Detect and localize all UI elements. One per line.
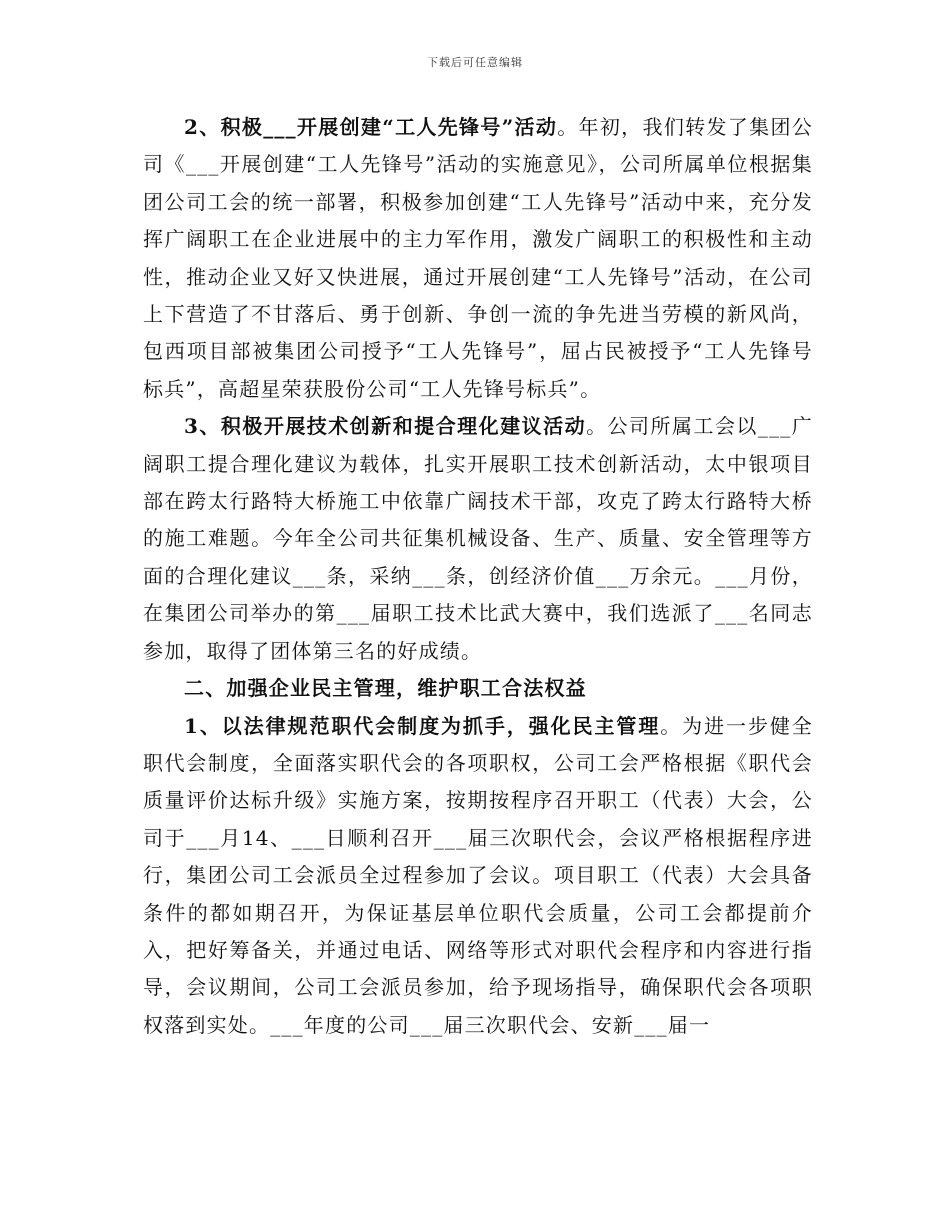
paragraph-body: 。年初，我们转发了集团公司《___开展创建“工人先锋号”活动的实施意见》，公司所属单位根据集团公司工会的统一部署，积极参加创建“工人先锋号”活动中来，充分发挥广阔职工在企业进展中的主力军作用，激发广阔职工的积极性和主动性，推动企业又好又快进展，通过开展创建“工人先锋号”活动，在公司上下营造了不甘落后、勇于创新、争创一流的争先进当劳模的新风尚，包西项目部被集团公司授予“工人先锋号”，屈占民被授予“工人先锋号标兵”，高超星荣获股份公司“工人先锋号标兵”。 (143, 115, 813, 401)
paragraph-heading: 1、以法律规范职代会制度为抓手，强化民主管理 (184, 713, 661, 738)
page-header: 下载后可任意编辑 (427, 56, 523, 69)
paragraph-heading: 2、积极___开展创建“工人先锋号”活动 (184, 115, 558, 139)
paragraph-worker-pioneer (143, 109, 813, 408)
paragraph-body: 。为进一步健全职代会制度，全面落实职代会的各项职权，公司工会严格根据《职代会质量评价达标升级》实施方案，按期按程序召开职工（代表）大会，公司于___月14、___日顺利召开___届三次职代会，会议严格根据程序进行，集团公司工会派员全过程参加了会议。项目职工（代表）大会具备条件的都如期召开，为保证基层单位职代会质量，公司工会都提前介入，把好筹备关，并通过电话、网络等形式对职代会程序和内容进行指导，会议期间，公司工会派员参加，给予现场指导，确保职代会各项职权落到实处。___年度的公司___届三次职代会、安新___届一 (143, 713, 813, 1037)
paragraph-democratic-management (143, 708, 813, 1045)
paragraph-heading: 3、积极开展技术创新和提合理化建议活动 (184, 414, 587, 439)
paragraph-body: 。公司所属工会以___广阔职工提合理化建议为载体，扎实开展职工技术创新活动，太中银项目部在跨太行路特大桥施工中依靠广阔技术干部，攻克了跨太行路特大桥的施工难题。今年全公司共征集机械设备、生产、质量、安全管理等方面的合理化建议___条，采纳___条，创经济价值___万余元。___月份，在集团公司举办的第___届职工技术比武大赛中，我们选派了___名同志参加，取得了团体第三名的好成绩。 (143, 414, 813, 663)
document-body (143, 109, 813, 1044)
paragraph-technical-innovation (143, 408, 813, 670)
section-heading: 二、加强企业民主管理，维护职工合法权益 (184, 676, 587, 701)
